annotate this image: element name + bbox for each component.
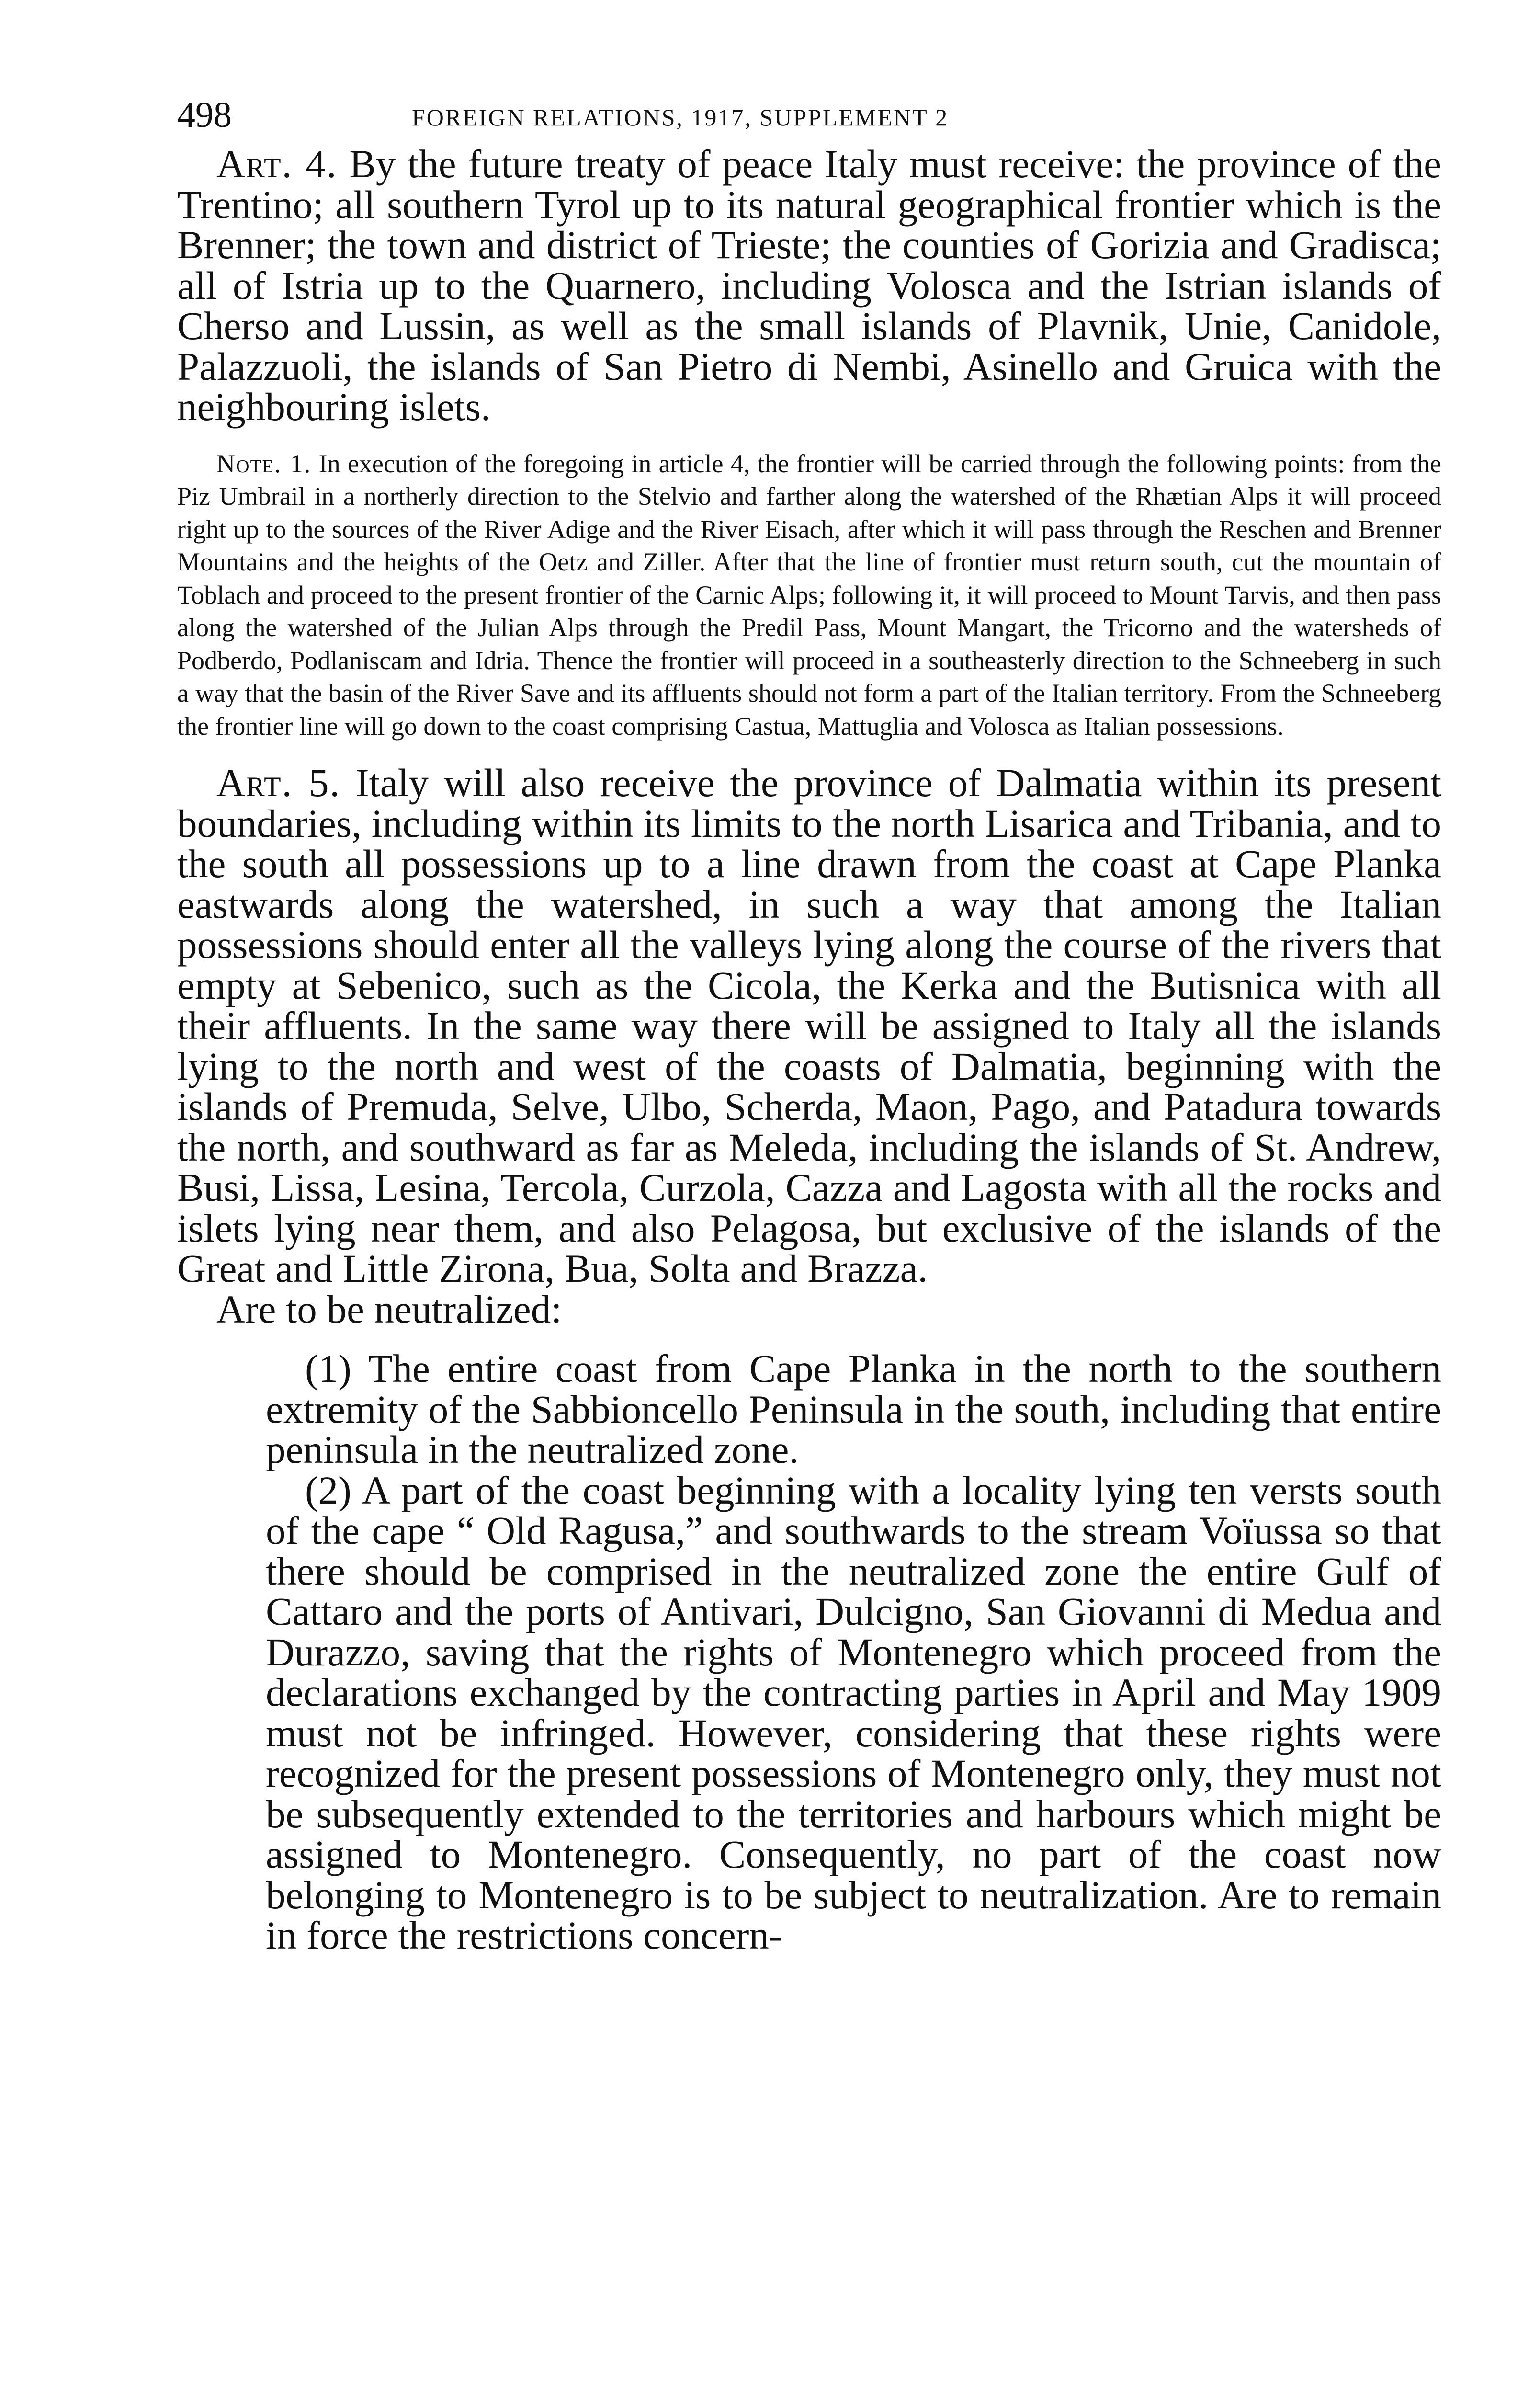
note-1-text: In execution of the foregoing in article 4, the frontier will be carried through the following points: from the Piz Umbrail in a northerly direction to the Stelvio and farther along the watershed of the Rhætian Alps it will proceed right up to the sources of the River Adige and the River Eisach, after which it will pass through the Reschen and Brenner Mountains and the heights of the Oetz and Ziller. After that the line of frontier must return south, cut the mountain of Toblach and proceed to the present frontier of the Carnic Alps; following it, it will proceed to Mount Tarvis, and then pass along the watershed of the Julian Alps through the Predil Pass, Mount Mangart, the Tricorno and the watersheds of Podberdo, Podlaniscam and Idria. Thence the frontier will proceed in a southeasterly direction to the Schneeberg in such a way that the basin of the River Save and its affluents should not form a part of the Italian territory. From the Schneeberg the frontier line will go down to the coast comprising Castua, Mattuglia and Volosca as Italian possessions. <box>177 449 1441 741</box>
running-header <box>177 91 1441 144</box>
document-page <box>177 91 1441 1956</box>
article-4 <box>177 144 1441 427</box>
item-text: The entire coast from Cape Planka in the north to the southern extremity of the Sabbioncello Peninsula in the south, including that entire peninsula in the neutralized zone. <box>266 1346 1441 1471</box>
neutralized-item-1 <box>177 1348 1441 1470</box>
article-5 <box>177 763 1441 1289</box>
neutralized-item-2 <box>177 1470 1441 1956</box>
article-4-text: By the future treaty of peace Italy must receive: the province of the Trentino; all southern Tyrol up to its natural geographical frontier which is the Brenner; the town and district of Trieste; the counties of Gorizia and Gradisca; all of Istria up to the Quarnero, including Volosca and the Istrian islands of Cherso and Lussin, as well as the small islands of Plavnik, Unie, Canidole, Palazzuoli, the islands of San Pietro di Nembi, Asinello and Gruica with the neighbouring islets. <box>177 142 1442 429</box>
item-number: (1) <box>305 1346 351 1391</box>
note-1 <box>177 447 1441 743</box>
item-text: A part of the coast beginning with a locality lying ten versts south of the cape “ Old Ragusa,” and southwards to the stream Voïussa so that there should be comprised in the neutralized zone the entire Gulf of Cattaro and the ports of Antivari, Dulcigno, San Giovanni di Medua and Durazzo, saving that the rights of Montenegro which proceed from the declarations exchanged by the contracting parties in April and May 1909 must not be infringed. However, considering that these rights were recognized for the present possessions of Montenegro only, they must not be subsequently extended to the territories and harbours which might be assigned to Montenegro. Consequently, no part of the coast now belonging to Montenegro is to be subject to neutralization. Are to remain in force the restrictions concern- <box>266 1468 1441 1957</box>
article-5-label: Art. 5. <box>216 761 341 805</box>
article-5-text: Italy will also receive the province of Dalmatia within its present boundaries, including within its limits to the north Lisarica and Tribania, and to the south all possessions up to a line drawn from the coast at Cape Planka eastwards along the watershed, in such a way that among the Italian possessions should enter all the valleys lying along the course of the rivers that empty at Sebenico, such as the Cicola, the Kerka and the Butisnica with all their affluents. In the same way there will be assigned to Italy all the islands lying to the north and west of the coasts of Dalmatia, beginning with the islands of Premuda, Selve, Ulbo, Scherda, Maon, Pago, and Patadura towards the north, and southward as far as Meleda, including the islands of St. Andrew, Busi, Lissa, Lesina, Tercola, Curzola, Cazza and Lagosta with all the rocks and islets lying near them, and also Pelagosa, but exclusive of the islands of the Great and Little Zirona, Bua, Solta and Brazza. <box>177 761 1442 1290</box>
note-1-label: Note. 1. <box>216 449 312 478</box>
page-number: 498 <box>177 95 232 135</box>
item-number: (2) <box>305 1468 351 1512</box>
article-4-label: Art. 4. <box>216 142 338 186</box>
neutralized-heading: Are to be neutralized: <box>216 1287 562 1331</box>
header-title: FOREIGN RELATIONS, 1917, SUPPLEMENT 2 <box>412 104 949 131</box>
